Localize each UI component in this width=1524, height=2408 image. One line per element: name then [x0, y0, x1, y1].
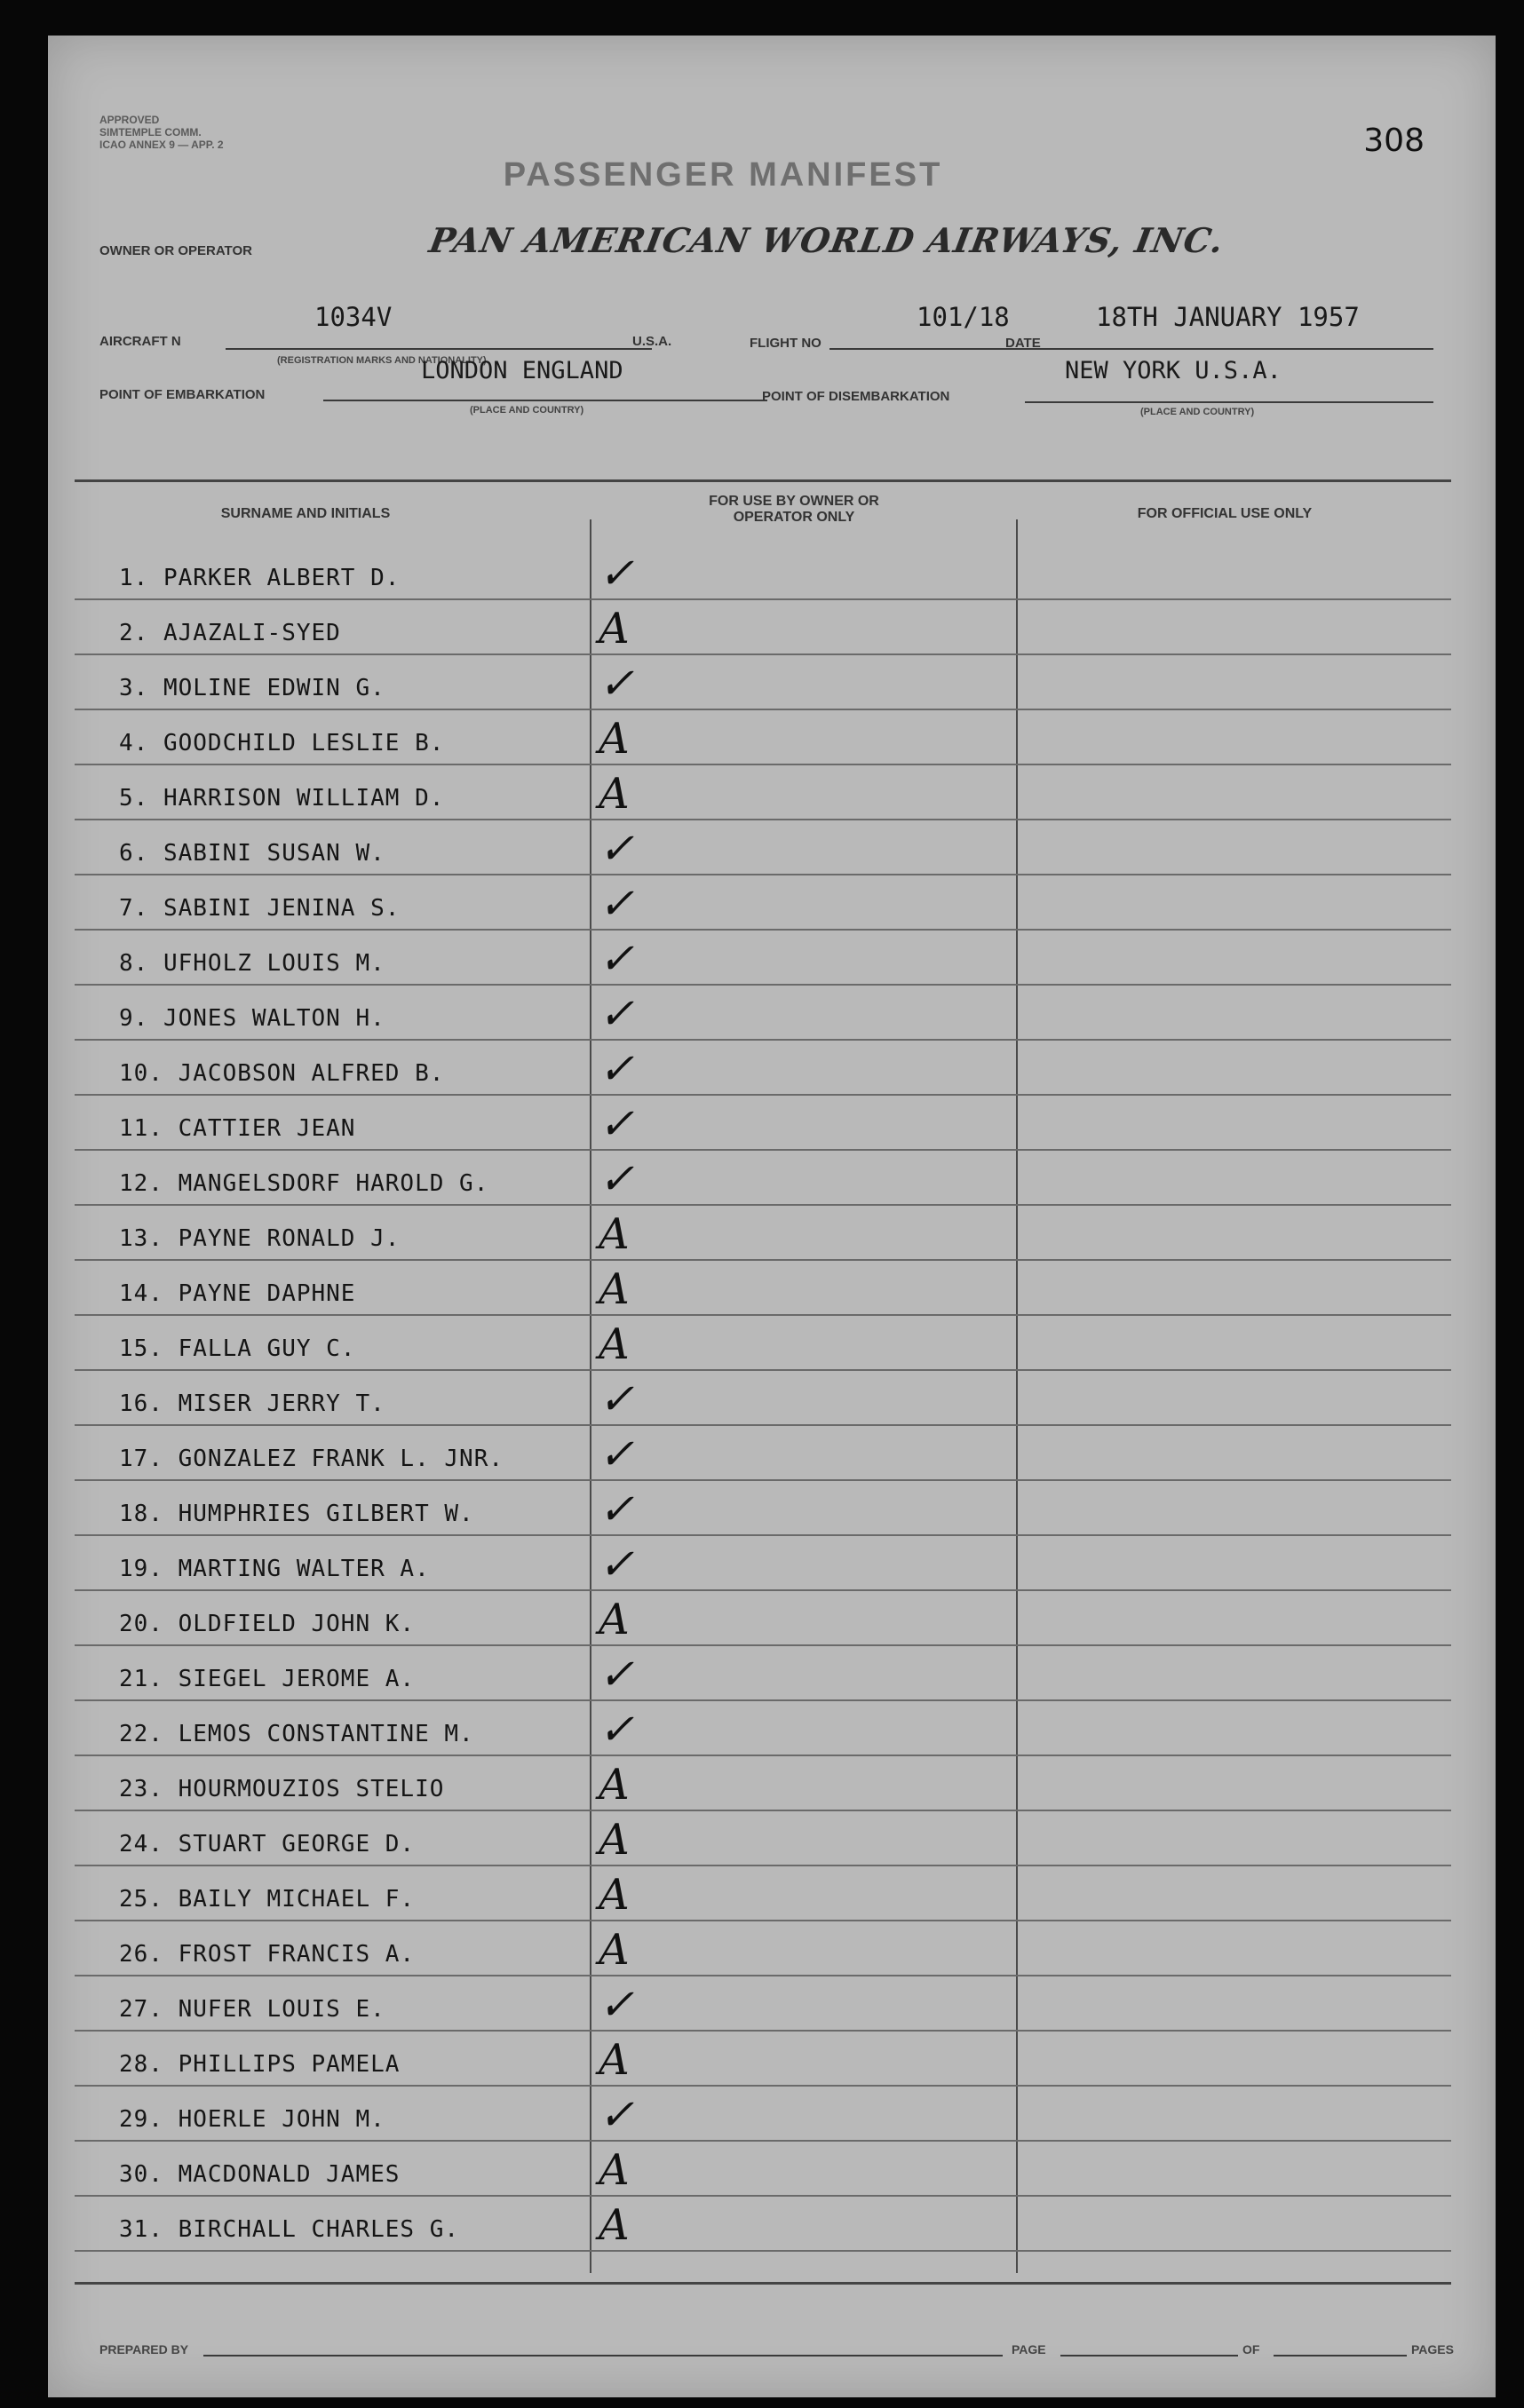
operator-name: PAN AMERICAN WORLD AIRWAYS, INC. [426, 220, 1227, 260]
handwritten-mark: ✓ [599, 989, 635, 1039]
approval-line: ICAO ANNEX 9 — APP. 2 [99, 139, 224, 151]
passenger-number: 31. [119, 2216, 163, 2243]
passenger-name-text: MISER JERRY T. [178, 1390, 385, 1417]
passenger-row [75, 709, 1451, 765]
passenger-entry [119, 2051, 400, 2078]
passenger-row [75, 1644, 1451, 1701]
passenger-number: 25. [119, 1886, 163, 1913]
passenger-row [75, 1699, 1451, 1756]
passenger-entry [119, 840, 385, 867]
handwritten-mark: A [599, 1595, 630, 1644]
passenger-row [75, 1865, 1451, 1921]
passenger-entry [119, 1446, 504, 1472]
aircraft-registration: 1034V [314, 302, 393, 332]
handwritten-mark: ✓ [599, 824, 635, 874]
passenger-row [75, 819, 1451, 875]
passenger-name-text: HOURMOUZIOS STELIO [178, 1776, 445, 1802]
passenger-row [75, 1920, 1451, 1976]
passenger-name-text: JACOBSON ALFRED B. [178, 1060, 445, 1087]
table-bottom-rule [75, 2282, 1451, 2285]
of-fill-line [1274, 2355, 1407, 2357]
passenger-name-text: JONES WALTON H. [163, 1005, 385, 1032]
passenger-entry [119, 1666, 415, 1692]
passenger-entry [119, 675, 385, 701]
prepared-by-label: PREPARED BY [99, 2342, 189, 2357]
passenger-row [75, 1479, 1451, 1536]
passenger-entry [119, 2161, 400, 2188]
passenger-row [75, 2195, 1451, 2252]
passenger-number: 15. [119, 1335, 163, 1362]
passenger-row [75, 1204, 1451, 1261]
prepared-by-fill-line [203, 2355, 1003, 2357]
passenger-name-text: CATTIER JEAN [178, 1115, 356, 1142]
handwritten-mark: ✓ [599, 1980, 635, 2030]
passenger-row [75, 1314, 1451, 1371]
approval-line: SIMTEMPLE COMM. [99, 126, 202, 139]
handwritten-mark: ✓ [599, 1154, 635, 1204]
passenger-row [75, 1755, 1451, 1811]
flight-number: 101/18 [917, 302, 1010, 332]
passenger-name-text: FALLA GUY C. [178, 1335, 356, 1362]
page-number: 308 [1363, 123, 1425, 159]
passenger-entry [119, 1886, 415, 1913]
passenger-entry [119, 620, 341, 646]
passenger-entry [119, 730, 444, 756]
passenger-row [75, 543, 1451, 600]
passenger-name-text: LEMOS CONSTANTINE M. [178, 1721, 474, 1747]
handwritten-mark: ✓ [599, 1430, 635, 1479]
passenger-row [75, 984, 1451, 1041]
passenger-entry [119, 1225, 400, 1252]
passenger-number: 13. [119, 1225, 163, 1252]
passenger-name-text: AJAZALI-SYED [163, 620, 341, 646]
passenger-number: 6. [119, 840, 149, 867]
passenger-number: 19. [119, 1556, 163, 1582]
passenger-entry [119, 1721, 474, 1747]
passenger-number: 3. [119, 675, 149, 701]
handwritten-mark: ✓ [599, 549, 635, 598]
passenger-number: 21. [119, 1666, 163, 1692]
passenger-row [75, 1810, 1451, 1866]
date-label: DATE [1005, 336, 1041, 351]
passenger-number: 29. [119, 2106, 163, 2133]
handwritten-mark: ✓ [599, 2090, 635, 2140]
passenger-row [75, 1534, 1451, 1591]
passenger-name-text: SABINI SUSAN W. [163, 840, 385, 867]
passenger-number: 12. [119, 1170, 163, 1197]
official-use-column-header: FOR OFFICIAL USE ONLY [1137, 506, 1313, 521]
of-label: OF [1242, 2342, 1260, 2357]
passenger-number: 14. [119, 1280, 163, 1307]
passenger-row [75, 2085, 1451, 2142]
passenger-name-text: HUMPHRIES GILBERT W. [178, 1501, 474, 1527]
embarkation-value: LONDON ENGLAND [421, 357, 623, 384]
handwritten-mark: A [599, 1319, 630, 1369]
passenger-name-text: PAYNE RONALD J. [178, 1225, 401, 1252]
handwritten-mark: A [599, 1209, 630, 1259]
surname-column-header: SURNAME AND INITIALS [220, 506, 391, 521]
passenger-name-text: SABINI JENINA S. [163, 895, 401, 922]
passenger-entry [119, 1611, 415, 1637]
passenger-name-text: BIRCHALL CHARLES G. [178, 2216, 460, 2243]
passenger-name-text: STUART GEORGE D. [178, 1831, 416, 1857]
passenger-number: 26. [119, 1941, 163, 1968]
flight-label: FLIGHT NO [750, 336, 822, 351]
passenger-name-text: PHILLIPS PAMELA [178, 2051, 401, 2078]
passenger-number: 5. [119, 785, 149, 812]
passenger-name-text: MACDONALD JAMES [178, 2161, 401, 2188]
document-title: PASSENGER MANIFEST [503, 156, 943, 194]
passenger-entry [119, 1831, 415, 1857]
handwritten-mark: A [599, 1760, 630, 1810]
passenger-row [75, 764, 1451, 820]
passenger-row [75, 929, 1451, 986]
passenger-entry [119, 1556, 430, 1582]
passenger-number: 23. [119, 1776, 163, 1802]
passenger-name-text: GONZALEZ FRANK L. JNR. [178, 1446, 504, 1472]
passenger-number: 2. [119, 620, 149, 646]
manifest-sheet [48, 36, 1496, 2397]
handwritten-mark: ✓ [599, 1650, 635, 1699]
passenger-name-text: HOERLE JOHN M. [178, 2106, 385, 2133]
passenger-number: 8. [119, 950, 149, 977]
passenger-row [75, 1259, 1451, 1316]
passenger-name-text: UFHOLZ LOUIS M. [163, 950, 385, 977]
passenger-number: 4. [119, 730, 149, 756]
handwritten-mark: A [599, 2145, 630, 2195]
handwritten-mark: A [599, 769, 630, 819]
handwritten-mark: A [599, 1815, 630, 1865]
passenger-list [48, 36, 1496, 2397]
passenger-entry [119, 1996, 385, 2023]
passenger-name-text: OLDFIELD JOHN K. [178, 1611, 416, 1637]
handwritten-mark: A [599, 714, 630, 764]
passenger-row [75, 2140, 1451, 2197]
passenger-entry [119, 1501, 474, 1527]
handwritten-mark: ✓ [599, 1374, 635, 1424]
passenger-name-text: HARRISON WILLIAM D. [163, 785, 445, 812]
passenger-number: 20. [119, 1611, 163, 1637]
passenger-name-text: FROST FRANCIS A. [178, 1941, 416, 1968]
passenger-number: 9. [119, 1005, 149, 1032]
handwritten-mark: ✓ [599, 879, 635, 929]
handwritten-mark: ✓ [599, 659, 635, 709]
passenger-row [75, 1589, 1451, 1646]
passenger-number: 1. [119, 565, 149, 591]
embarkation-sublabel: (PLACE AND COUNTRY) [470, 405, 584, 416]
passenger-name-text: MANGELSDORF HAROLD G. [178, 1170, 489, 1197]
disembarkation-sublabel: (PLACE AND COUNTRY) [1140, 407, 1255, 417]
passenger-row [75, 1149, 1451, 1206]
passenger-entry [119, 950, 385, 977]
passenger-name-text: GOODCHILD LESLIE B. [163, 730, 445, 756]
passenger-name-text: MOLINE EDWIN G. [163, 675, 385, 701]
handwritten-mark: A [599, 1264, 630, 1314]
disembarkation-label: POINT OF DISEMBARKATION [762, 389, 950, 404]
passenger-name-text: MARTING WALTER A. [178, 1556, 430, 1582]
passenger-entry [119, 1776, 444, 1802]
passenger-number: 24. [119, 1831, 163, 1857]
disembarkation-value: NEW YORK U.S.A. [1065, 357, 1282, 384]
passenger-number: 16. [119, 1390, 163, 1417]
passenger-entry [119, 1941, 415, 1968]
flight-date: 18TH JANUARY 1957 [1096, 302, 1360, 332]
aircraft-country: U.S.A. [632, 334, 672, 349]
passenger-entry [119, 1280, 355, 1307]
passenger-entry [119, 1170, 488, 1197]
passenger-number: 22. [119, 1721, 163, 1747]
pages-label: PAGES [1411, 2342, 1454, 2357]
passenger-entry [119, 895, 400, 922]
passenger-number: 28. [119, 2051, 163, 2078]
passenger-number: 17. [119, 1446, 163, 1472]
passenger-number: 11. [119, 1115, 163, 1142]
handwritten-mark: A [599, 2200, 630, 2250]
handwritten-mark: A [599, 1925, 630, 1975]
handwritten-mark: ✓ [599, 1099, 635, 1149]
passenger-name-text: BAILY MICHAEL F. [178, 1886, 416, 1913]
passenger-name-text: PAYNE DAPHNE [178, 1280, 356, 1307]
passenger-number: 18. [119, 1501, 163, 1527]
passenger-entry [119, 1005, 385, 1032]
owner-label: OWNER OR OPERATOR [99, 243, 252, 258]
handwritten-mark: ✓ [599, 1705, 635, 1755]
handwritten-mark: ✓ [599, 1044, 635, 1094]
passenger-number: 10. [119, 1060, 163, 1087]
handwritten-mark: ✓ [599, 1485, 635, 1534]
passenger-row [75, 1039, 1451, 1096]
embarkation-label: POINT OF EMBARKATION [99, 387, 266, 402]
handwritten-mark: ✓ [599, 934, 635, 984]
passenger-entry [119, 1115, 355, 1142]
passenger-row [75, 2030, 1451, 2087]
approval-line: APPROVED [99, 114, 160, 126]
passenger-row [75, 1369, 1451, 1426]
passenger-row [75, 598, 1451, 655]
passenger-entry [119, 1335, 355, 1362]
passenger-row [75, 1975, 1451, 2032]
passenger-entry [119, 565, 400, 591]
owner-use-column-header: FOR USE BY OWNER OR OPERATOR ONLY [709, 494, 879, 525]
passenger-entry [119, 2106, 385, 2133]
passenger-entry [119, 1060, 444, 1087]
page-label: PAGE [1012, 2342, 1046, 2357]
handwritten-mark: A [599, 2035, 630, 2085]
passenger-row [75, 653, 1451, 710]
passenger-number: 7. [119, 895, 149, 922]
passenger-name-text: NUFER LOUIS E. [178, 1996, 385, 2023]
passenger-name-text: SIEGEL JEROME A. [178, 1666, 416, 1692]
passenger-row [75, 1094, 1451, 1151]
passenger-entry [119, 785, 444, 812]
passenger-number: 27. [119, 1996, 163, 2023]
passenger-entry [119, 1390, 385, 1417]
handwritten-mark: A [599, 604, 630, 653]
page-fill-line [1060, 2355, 1238, 2357]
passenger-entry [119, 2216, 459, 2243]
passenger-name-text: PARKER ALBERT D. [163, 565, 401, 591]
passenger-number: 30. [119, 2161, 163, 2188]
aircraft-label: AIRCRAFT N [99, 334, 181, 349]
aircraft-sublabel: (REGISTRATION MARKS AND NATIONALITY) [277, 355, 487, 366]
passenger-row [75, 1424, 1451, 1481]
passenger-row [75, 874, 1451, 931]
handwritten-mark: A [599, 1870, 630, 1920]
handwritten-mark: ✓ [599, 1540, 635, 1589]
